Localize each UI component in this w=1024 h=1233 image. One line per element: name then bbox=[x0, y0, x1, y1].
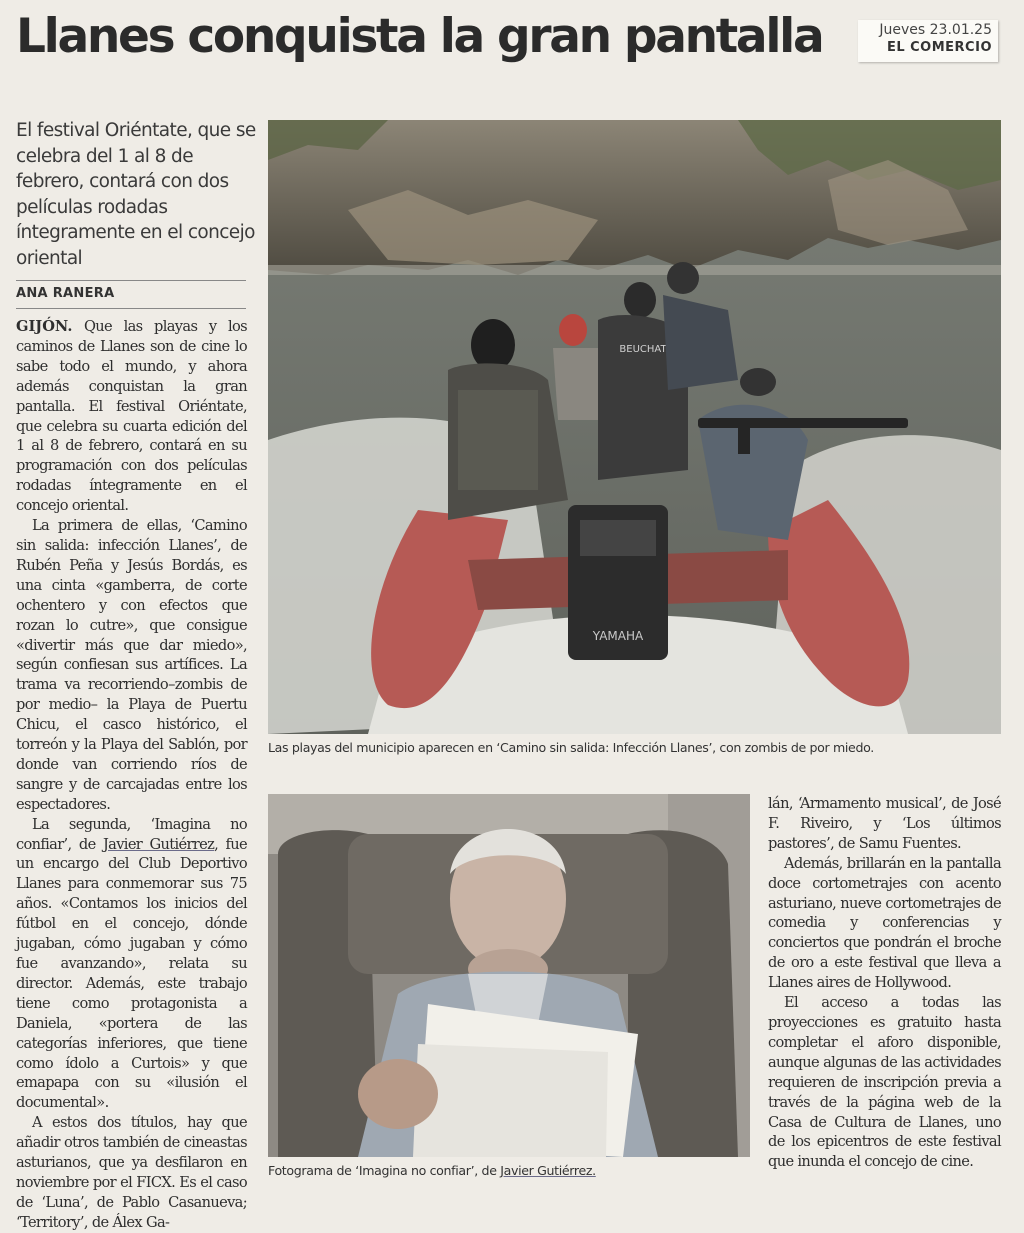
byline: ANA RANERA bbox=[16, 286, 115, 301]
publication-date: Jueves 23.01.25 bbox=[879, 22, 992, 38]
city-dateline: GIJÓN. bbox=[16, 318, 73, 335]
caption-director-link[interactable]: Javier Gutiérrez. bbox=[500, 1163, 596, 1178]
dateline-box bbox=[858, 20, 998, 62]
elderly-man-illustration bbox=[268, 794, 750, 1157]
director-name-link[interactable]: Javier Gutiérrez bbox=[102, 835, 215, 853]
headline: Llanes conquista la gran pantalla bbox=[16, 9, 823, 64]
article-column-right bbox=[768, 794, 1001, 1172]
photo-elderly-caption bbox=[268, 1163, 596, 1178]
paragraph-text: , fue un encargo del Club Deportivo Llanes para conmemorar sus 75 años. «Contamos los inicios del fútbol en el concejo, dónde jugaban, cómo jugaban y cómo fue avanzando», relata su director. Además, este trabajo tiene como protagonista a Daniela, «portera de las categorías inferiores, que tiene como ídolo a Curtois» y que emapapa con su «ilusión el documental». bbox=[16, 835, 247, 1112]
article-column-left bbox=[16, 317, 247, 1233]
article-paragraph-4: A estos dos títulos, hay que añadir otros también de cineastas asturianos, que ya desfilaron en noviembre por el FICX. Es el caso de ‘Luna’, de Pablo Casanueva; ‘Territory’, de Álex Ga- bbox=[16, 1114, 247, 1231]
article-paragraph-1 bbox=[16, 317, 247, 516]
paragraph-text: La segunda, ‘Imagina no confiar’, de bbox=[16, 815, 247, 853]
article-paragraph-2: La primera de ellas, ‘Camino sin salida: infección Llanes’, de Rubén Peña y Jesús Bordás, es una cinta «gamberra, de corte ochentero y con efectos que rozan lo cutre», que consigue «divertir más que dar miedo», según confiesan sus artífices. La trama va recorriendo–zombis de por medio– la Playa de Puertu Chicu, el casco histórico, el torreón y la Playa del Sablón, por donde van corriendo ríos de sangre y de carcajadas entre los espectadores. bbox=[16, 517, 247, 813]
lead-paragraph: El festival Oriéntate, que se celebra del 1 al 8 de febrero, contará con dos películas rodadas íntegramente en el concejo oriental bbox=[16, 120, 256, 269]
article-paragraph-4-continued: lán, ‘Armamento musical’, de José F. Riveiro, y ‘Los últimos pastores’, de Samu Fuentes. bbox=[768, 795, 1001, 852]
photo-boat-scene bbox=[268, 120, 1001, 734]
photo-elderly-man bbox=[268, 794, 750, 1157]
article-paragraph-5: Además, brillarán en la pantalla doce cortometrajes con acento asturiano, nueve cortometrajes de comedia y conferencias y conciertos que pondrán el broche de oro a este festival que lleva a Llanes aires de Hollywood. bbox=[768, 854, 1001, 992]
caption-text: Fotograma de ‘Imagina no confiar’, de bbox=[268, 1163, 501, 1178]
paragraph-text: Que las playas y los caminos de Llanes son de cine lo sabe todo el mundo, y ahora además conquistan la gran pantalla. El festival Oriéntate, que celebra su cuarta edición del 1 al 8 de febrero, contará en su programación con dos películas rodadas íntegramente en el concejo oriental. bbox=[16, 318, 247, 515]
byline-divider bbox=[16, 308, 246, 309]
article-paragraph-6: El acceso a todas las proyecciones es gratuito hasta completar el aforo disponible, aunque algunas de las actividades requieren de inscripción previa a través de la página web de la Casa de Cultura de Llanes, uno de los epicentros de este festival que inunda el concejo de cine. bbox=[768, 994, 1001, 1171]
photo-boat-caption: Las playas del municipio aparecen en ‘Camino sin salida: Infección Llanes’, con zombis de por miedo. bbox=[268, 740, 874, 755]
wetsuit-brand-label: BEUCHAT bbox=[619, 344, 667, 355]
motor-brand-label: YAMAHA bbox=[592, 629, 644, 643]
lead-divider bbox=[16, 280, 246, 281]
article-paragraph-3 bbox=[16, 815, 247, 1114]
newspaper-name: EL COMERCIO bbox=[886, 40, 992, 55]
boat-scene-illustration bbox=[268, 120, 1001, 734]
